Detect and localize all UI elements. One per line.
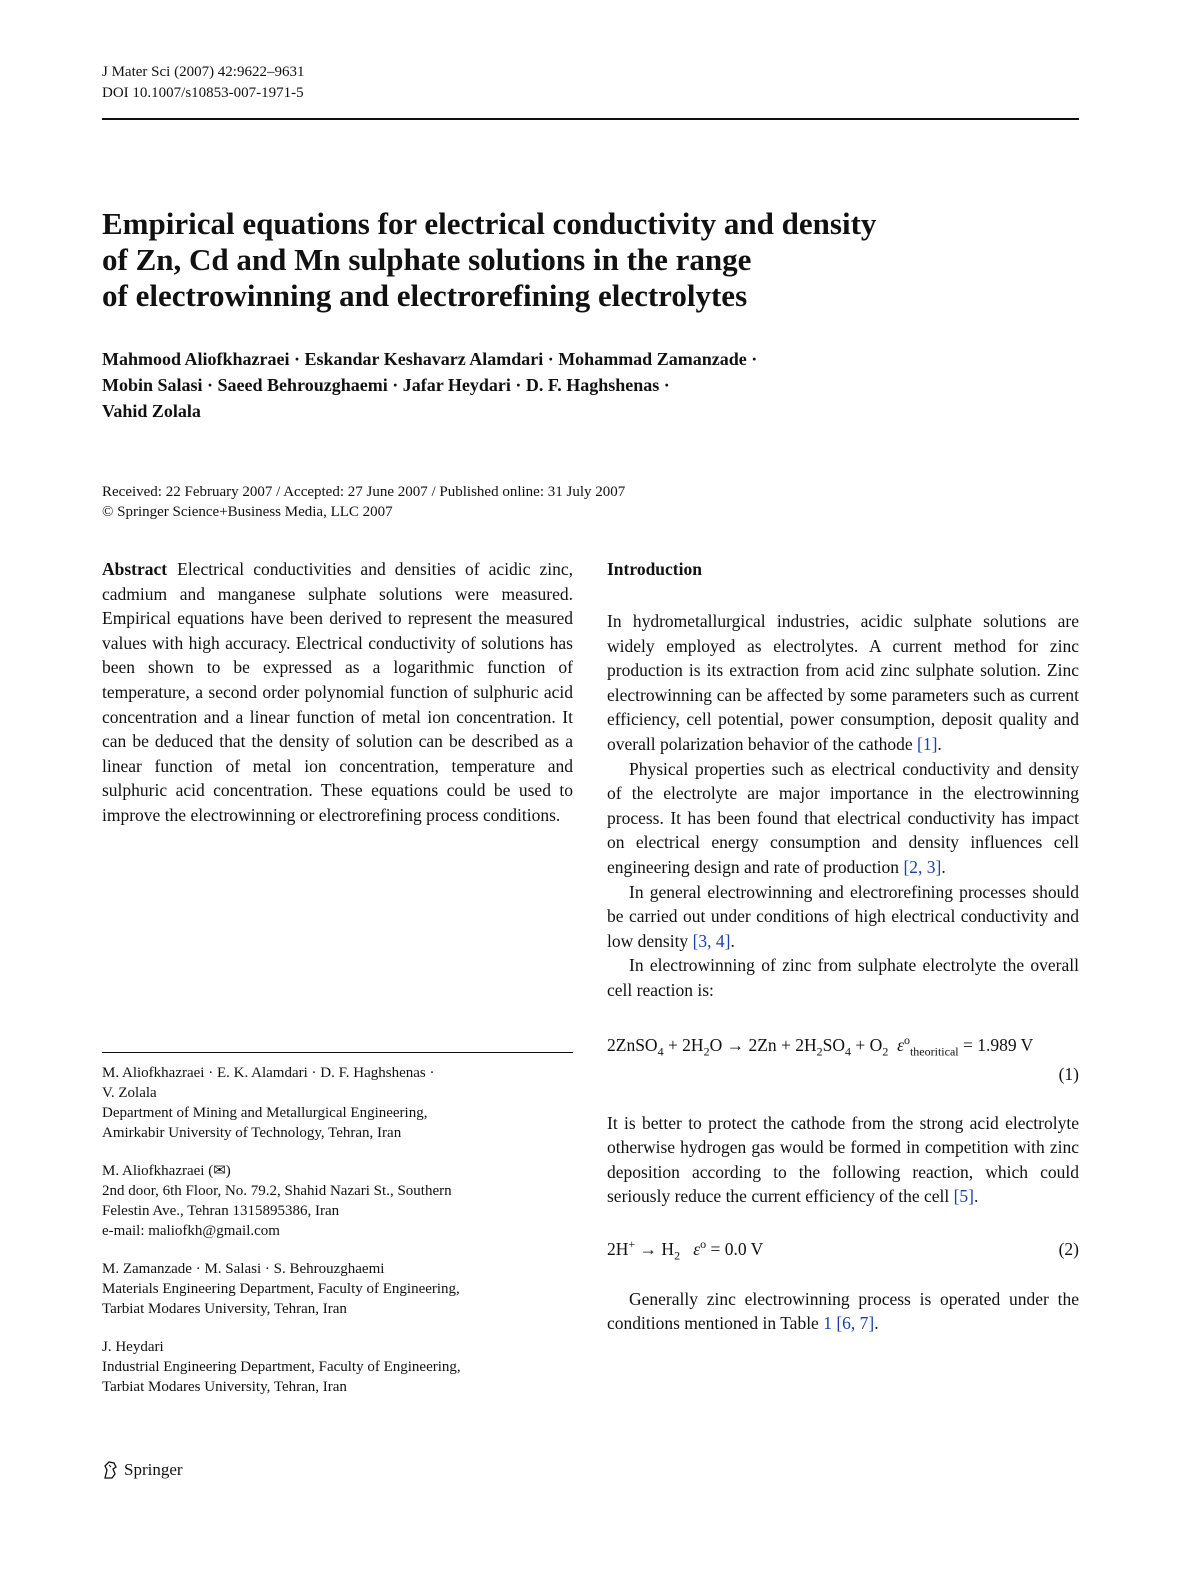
affiliation-line: Tarbiat Modares University, Tehran, Iran (102, 1379, 347, 1395)
citation-link[interactable]: [2, 3] (903, 856, 942, 877)
paragraph-end: . (974, 1186, 979, 1207)
received-accepted-line: Received: 22 February 2007 / Accepted: 27 June 2007 / Published online: 31 July 2007 (102, 484, 626, 500)
author-line: Vahid Zolala (102, 401, 201, 421)
affiliation-line: Industrial Engineering Department, Faculty of Engineering, (102, 1359, 461, 1375)
affiliation-line: M. Zamanzade · M. Salasi · S. Behrouzghaemi (102, 1261, 385, 1277)
affiliation-line: M. Aliofkhazraei (✉) (102, 1163, 231, 1179)
paragraph-end: . (941, 856, 946, 877)
publisher-footer (102, 1458, 183, 1482)
equation-1 (607, 1033, 1079, 1089)
affiliation-line: Department of Mining and Metallurgical Engineering, (102, 1105, 428, 1121)
citation-link[interactable]: [1] (917, 733, 938, 754)
abstract-label: Abstract (102, 559, 168, 579)
equation-2 (607, 1237, 1079, 1267)
author-line: Mobin Salasi · Saeed Behrouzghaemi · Jafar Heydari · D. F. Haghshenas · (102, 375, 670, 395)
copyright-line: © Springer Science+Business Media, LLC 2007 (102, 504, 393, 520)
citation-link[interactable]: [6, 7] (836, 1313, 875, 1334)
intro-paragraph: In electrowinning of zinc from sulphate electrolyte the overall cell reaction is: (607, 955, 1079, 1000)
intro-paragraph (607, 880, 1079, 954)
paragraph-text: Physical properties such as electrical conductivity and density of the electrolyte are major importance in the electrowinning process. It has been found that electrical conductivity has impact on electrical energy consumption and density influences cell engineering design and rate of production (607, 758, 1079, 877)
intro-paragraph (607, 609, 1079, 757)
affiliation-line: Materials Engineering Department, Faculty of Engineering, (102, 1281, 460, 1297)
header-rule (102, 118, 1079, 120)
title-line: of electrowinning and electrorefining electrolytes (102, 278, 748, 313)
springer-horse-icon (102, 1460, 120, 1480)
title-line: Empirical equations for electrical conductivity and density (102, 206, 877, 241)
equation-body: 2ZnSO$_4$ + $2H_2O \to 2Zn + 2H_2SO_4 + O_2$ $\varepsilon^o_{theoritical} = 1.989$ V (607, 1032, 1034, 1058)
affiliation-line: Amirkabir University of Technology, Tehran, Iran (102, 1125, 402, 1141)
affiliations (102, 1063, 573, 1415)
equation-body: $2H^+ \to H_2$ $\varepsilon^o = 0.0$ V (607, 1237, 764, 1263)
publisher-name: Springer (124, 1460, 183, 1479)
affiliation-line: V. Zolala (102, 1085, 157, 1101)
left-column (102, 557, 573, 828)
journal-citation: J Mater Sci (2007) 42:9622–9631 (102, 64, 305, 80)
affiliation-block (102, 1063, 573, 1143)
affiliation-line: 2nd door, 6th Floor, No. 79.2, Shahid Nazari St., Southern (102, 1183, 452, 1199)
table-link[interactable]: 1 (823, 1313, 832, 1334)
paper-title (102, 206, 1002, 314)
paragraph-text: Generally zinc electrowinning process is operated under the conditions mentioned in Table (607, 1288, 1079, 1334)
doi: DOI 10.1007/s10853-007-1971-5 (102, 85, 304, 101)
email-line[interactable]: e-mail: maliofkh@gmail.com (102, 1223, 280, 1239)
affiliation-line: Felestin Ave., Tehran 1315895386, Iran (102, 1203, 340, 1219)
equation-number: (2) (1058, 1238, 1079, 1259)
equation-value: = 1.989 V (963, 1034, 1034, 1055)
paragraph-text: It is better to protect the cathode from the strong acid electrolyte otherwise hydrogen gas would be formed in competition with zinc deposition according to the following reaction, which could seriously reduce the current efficiency of the cell (607, 1112, 1079, 1207)
intro-paragraph (607, 1111, 1079, 1209)
intro-paragraph (607, 757, 1079, 880)
affiliation-line: Tarbiat Modares University, Tehran, Iran (102, 1301, 347, 1317)
citation-link[interactable]: [5] (953, 1186, 975, 1207)
paragraph-text: In hydrometallurgical industries, acidic sulphate solutions are widely employed as electrolytes. A current method for zinc production is its extraction from acid zinc sulphate solution. Zinc electrowinning can be affected by some parameters such as current efficiency, cell potential, power consumption, deposit quality and overall polarization behavior of the cathode (607, 611, 1079, 754)
author-line: Mahmood Aliofkhazraei · Eskandar Keshavarz Alamdari · Mohammad Zamanzade · (102, 349, 758, 369)
title-line: of Zn, Cd and Mn sulphate solutions in the range (102, 242, 752, 277)
author-list (102, 346, 1002, 424)
affiliation-block (102, 1337, 573, 1397)
equation-number: (1) (1058, 1063, 1079, 1084)
abstract (102, 557, 573, 828)
publication-dates (102, 482, 625, 522)
affiliation-rule (102, 1052, 573, 1053)
affiliation-block (102, 1259, 573, 1319)
right-column (607, 557, 1079, 1336)
paragraph-end: . (730, 930, 735, 951)
citation-link[interactable]: [3, 4] (692, 930, 731, 951)
journal-header (102, 62, 304, 104)
intro-paragraph (607, 1287, 1079, 1336)
paragraph-end: . (874, 1313, 879, 1334)
paragraph-text: In general electrowinning and electrorefining processes should be carried out under conditions of high electrical conductivity and low density (607, 881, 1079, 951)
equation-value: = 0.0 V (710, 1238, 764, 1259)
affiliation-line: J. Heydari (102, 1339, 164, 1355)
affiliation-block (102, 1161, 573, 1241)
paragraph-end: . (937, 733, 942, 754)
abstract-text: Electrical conductivities and densities of acidic zinc, cadmium and manganese sulphate solutions were measured. Empirical equations have been derived to represent the measured values with high accuracy. Electrical conductivity of solutions has been shown to be expressed as a logarithmic function of temperature, a second order polynomial function of sulphuric acid concentration and a linear function of metal ion concentration. It can be deduced that the density of solution can be described as a linear function of metal ion concentration, temperature and sulphuric acid concentration. These equations could be used to improve the electrowinning or electrorefining process conditions. (102, 559, 573, 825)
affiliation-line: M. Aliofkhazraei · E. K. Alamdari · D. F. Haghshenas · (102, 1065, 435, 1081)
section-heading: Introduction (607, 559, 702, 579)
